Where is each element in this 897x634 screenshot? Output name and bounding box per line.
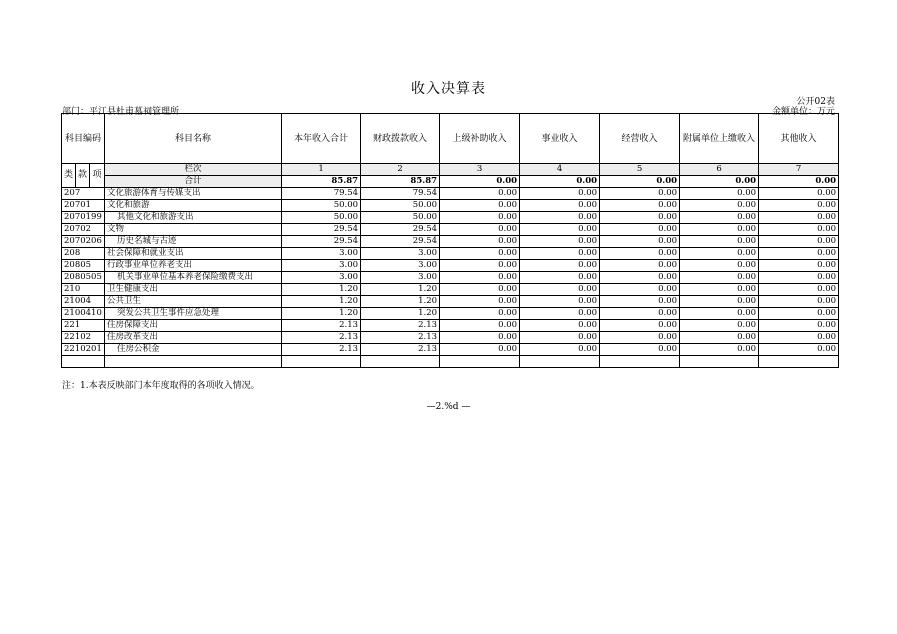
row-name: 住房改革支出 <box>105 332 282 344</box>
row-value: 2.13 <box>361 344 440 356</box>
row-value: 0.00 <box>600 296 680 308</box>
header-col: 附属单位上缴收入 <box>680 114 759 164</box>
row-value: 3.00 <box>282 272 361 284</box>
row-value: 0.00 <box>600 260 680 272</box>
empty-cell <box>282 356 361 368</box>
row-value: 0.00 <box>520 212 600 224</box>
row-value: 0.00 <box>440 212 520 224</box>
row-value: 0.00 <box>759 308 839 320</box>
empty-cell <box>440 356 520 368</box>
row-value: 0.00 <box>440 320 520 332</box>
table-row <box>62 272 839 284</box>
header-xiang: 项 <box>90 164 105 188</box>
department-label: 部门：平江县杜甫墓祠管理所 <box>62 107 180 117</box>
row-value: 2.13 <box>361 320 440 332</box>
row-value: 50.00 <box>361 200 440 212</box>
row-value: 0.00 <box>759 332 839 344</box>
empty-cell <box>680 356 759 368</box>
row-value: 0.00 <box>520 260 600 272</box>
row-name: 文化和旅游 <box>105 200 282 212</box>
row-value: 50.00 <box>361 212 440 224</box>
row-code: 21004 <box>62 296 105 308</box>
header-lanci: 栏次 <box>105 164 282 176</box>
row-value: 0.00 <box>440 284 520 296</box>
table-row <box>62 320 839 332</box>
table-row <box>62 344 839 356</box>
row-value: 1.20 <box>282 284 361 296</box>
table-row <box>62 236 839 248</box>
row-name: 行政事业单位养老支出 <box>105 260 282 272</box>
row-value: 0.00 <box>759 296 839 308</box>
row-code: 210 <box>62 284 105 296</box>
row-value: 1.20 <box>361 284 440 296</box>
row-value: 0.00 <box>600 212 680 224</box>
row-value: 0.00 <box>680 248 759 260</box>
header-lei: 类 <box>62 164 76 188</box>
row-value: 0.00 <box>440 200 520 212</box>
table-row <box>62 212 839 224</box>
row-value: 0.00 <box>759 284 839 296</box>
table-row <box>62 188 839 200</box>
row-name: 住房保障支出 <box>105 320 282 332</box>
table-row <box>62 308 839 320</box>
empty-cell <box>520 356 600 368</box>
row-value: 0.00 <box>440 224 520 236</box>
row-value: 0.00 <box>680 332 759 344</box>
row-value: 0.00 <box>520 332 600 344</box>
row-value: 0.00 <box>600 284 680 296</box>
header-col: 经营收入 <box>600 114 680 164</box>
column-number: 6 <box>680 164 759 176</box>
empty-cell <box>361 356 440 368</box>
row-code: 207 <box>62 188 105 200</box>
empty-row <box>62 356 839 368</box>
header-row <box>62 114 839 164</box>
row-name: 机关事业单位基本养老保险缴费支出 <box>105 272 282 284</box>
row-value: 0.00 <box>520 236 600 248</box>
row-code: 2080505 <box>62 272 105 284</box>
total-value: 0.00 <box>680 176 759 188</box>
header-col: 上级补助收入 <box>440 114 520 164</box>
header-col: 其他收入 <box>759 114 839 164</box>
total-value: 85.87 <box>361 176 440 188</box>
row-value: 2.13 <box>282 332 361 344</box>
row-value: 0.00 <box>600 248 680 260</box>
row-value: 0.00 <box>759 224 839 236</box>
row-value: 0.00 <box>520 284 600 296</box>
row-code: 20701 <box>62 200 105 212</box>
table-row <box>62 248 839 260</box>
row-name: 住房公积金 <box>105 344 282 356</box>
row-name: 社会保障和就业支出 <box>105 248 282 260</box>
row-value: 0.00 <box>600 188 680 200</box>
form-number: 公开02表 <box>796 97 835 107</box>
row-value: 3.00 <box>361 272 440 284</box>
header-col: 财政拨款收入 <box>361 114 440 164</box>
row-value: 3.00 <box>282 248 361 260</box>
row-value: 0.00 <box>759 320 839 332</box>
table-row <box>62 332 839 344</box>
row-code: 2070206 <box>62 236 105 248</box>
table-row <box>62 284 839 296</box>
table-row <box>62 224 839 236</box>
row-name: 公共卫生 <box>105 296 282 308</box>
row-code: 2100410 <box>62 308 105 320</box>
row-value: 0.00 <box>680 200 759 212</box>
total-value: 0.00 <box>520 176 600 188</box>
row-value: 0.00 <box>680 284 759 296</box>
empty-cell <box>759 356 839 368</box>
row-value: 0.00 <box>440 272 520 284</box>
row-value: 0.00 <box>759 236 839 248</box>
row-value: 3.00 <box>361 248 440 260</box>
row-value: 0.00 <box>759 260 839 272</box>
row-value: 0.00 <box>600 272 680 284</box>
row-value: 1.20 <box>282 308 361 320</box>
empty-cell <box>62 356 105 368</box>
row-value: 0.00 <box>520 272 600 284</box>
row-value: 50.00 <box>282 200 361 212</box>
row-value: 0.00 <box>759 200 839 212</box>
row-value: 0.00 <box>520 248 600 260</box>
empty-cell <box>600 356 680 368</box>
row-name: 其他文化和旅游支出 <box>105 212 282 224</box>
header-col: 本年收入合计 <box>282 114 361 164</box>
row-value: 0.00 <box>440 296 520 308</box>
row-value: 50.00 <box>282 212 361 224</box>
total-label: 合计 <box>105 176 282 188</box>
row-value: 1.20 <box>361 308 440 320</box>
row-value: 0.00 <box>440 260 520 272</box>
row-value: 0.00 <box>520 188 600 200</box>
row-value: 0.00 <box>680 320 759 332</box>
row-value: 0.00 <box>600 224 680 236</box>
row-value: 79.54 <box>282 188 361 200</box>
row-value: 1.20 <box>282 296 361 308</box>
row-value: 1.20 <box>361 296 440 308</box>
row-value: 0.00 <box>759 272 839 284</box>
total-value: 85.87 <box>282 176 361 188</box>
row-code: 20702 <box>62 224 105 236</box>
column-number: 4 <box>520 164 600 176</box>
table-row <box>62 296 839 308</box>
row-value: 0.00 <box>440 188 520 200</box>
row-value: 0.00 <box>759 248 839 260</box>
row-code: 2210201 <box>62 344 105 356</box>
row-value: 0.00 <box>440 248 520 260</box>
income-table <box>61 113 839 368</box>
row-value: 0.00 <box>600 236 680 248</box>
row-value: 3.00 <box>282 260 361 272</box>
row-value: 0.00 <box>759 188 839 200</box>
row-value: 0.00 <box>600 200 680 212</box>
row-value: 0.00 <box>440 332 520 344</box>
row-name: 卫生健康支出 <box>105 284 282 296</box>
row-value: 0.00 <box>600 308 680 320</box>
row-value: 0.00 <box>680 272 759 284</box>
row-value: 0.00 <box>680 308 759 320</box>
row-value: 79.54 <box>361 188 440 200</box>
row-value: 2.13 <box>282 344 361 356</box>
total-row <box>62 176 839 188</box>
report-title: 收入决算表 <box>411 81 486 97</box>
row-value: 0.00 <box>680 212 759 224</box>
header-col: 事业收入 <box>520 114 600 164</box>
row-name: 突发公共卫生事件应急处理 <box>105 308 282 320</box>
row-value: 0.00 <box>440 308 520 320</box>
row-code: 208 <box>62 248 105 260</box>
row-value: 0.00 <box>680 188 759 200</box>
row-value: 3.00 <box>361 260 440 272</box>
row-value: 0.00 <box>600 344 680 356</box>
row-value: 0.00 <box>680 260 759 272</box>
row-value: 0.00 <box>759 344 839 356</box>
column-number: 5 <box>600 164 680 176</box>
row-name: 历史名城与古迹 <box>105 236 282 248</box>
row-value: 0.00 <box>680 344 759 356</box>
table-row <box>62 200 839 212</box>
column-number: 1 <box>282 164 361 176</box>
page-number: —2.%d — <box>426 402 471 412</box>
footnote: 注：1.本表反映部门本年度取得的各项收入情况。 <box>62 381 260 391</box>
total-value: 0.00 <box>759 176 839 188</box>
row-value: 0.00 <box>680 296 759 308</box>
row-value: 0.00 <box>600 332 680 344</box>
row-name: 文物 <box>105 224 282 236</box>
row-name: 文化旅游体育与传媒支出 <box>105 188 282 200</box>
column-number: 2 <box>361 164 440 176</box>
row-value: 29.54 <box>361 224 440 236</box>
row-value: 2.13 <box>282 320 361 332</box>
row-value: 0.00 <box>600 320 680 332</box>
row-value: 0.00 <box>440 344 520 356</box>
row-value: 0.00 <box>520 344 600 356</box>
row-code: 22102 <box>62 332 105 344</box>
row-value: 29.54 <box>282 236 361 248</box>
column-number: 3 <box>440 164 520 176</box>
row-code: 221 <box>62 320 105 332</box>
row-value: 0.00 <box>520 320 600 332</box>
amount-unit-label: 金额单位：万元 <box>771 107 835 117</box>
row-value: 2.13 <box>361 332 440 344</box>
table-row <box>62 260 839 272</box>
row-value: 0.00 <box>759 212 839 224</box>
row-value: 0.00 <box>520 200 600 212</box>
empty-cell <box>105 356 282 368</box>
row-value: 29.54 <box>282 224 361 236</box>
row-value: 0.00 <box>680 224 759 236</box>
row-value: 0.00 <box>440 236 520 248</box>
total-value: 0.00 <box>440 176 520 188</box>
total-value: 0.00 <box>600 176 680 188</box>
row-value: 0.00 <box>520 308 600 320</box>
row-value: 0.00 <box>520 224 600 236</box>
column-number-row <box>62 164 839 176</box>
row-value: 0.00 <box>680 236 759 248</box>
row-value: 0.00 <box>520 296 600 308</box>
row-code: 2070199 <box>62 212 105 224</box>
header-name: 科目名称 <box>105 114 282 164</box>
row-code: 20805 <box>62 260 105 272</box>
column-number: 7 <box>759 164 839 176</box>
row-value: 29.54 <box>361 236 440 248</box>
header-code: 科目编码 <box>62 114 105 164</box>
header-kuan: 款 <box>76 164 90 188</box>
